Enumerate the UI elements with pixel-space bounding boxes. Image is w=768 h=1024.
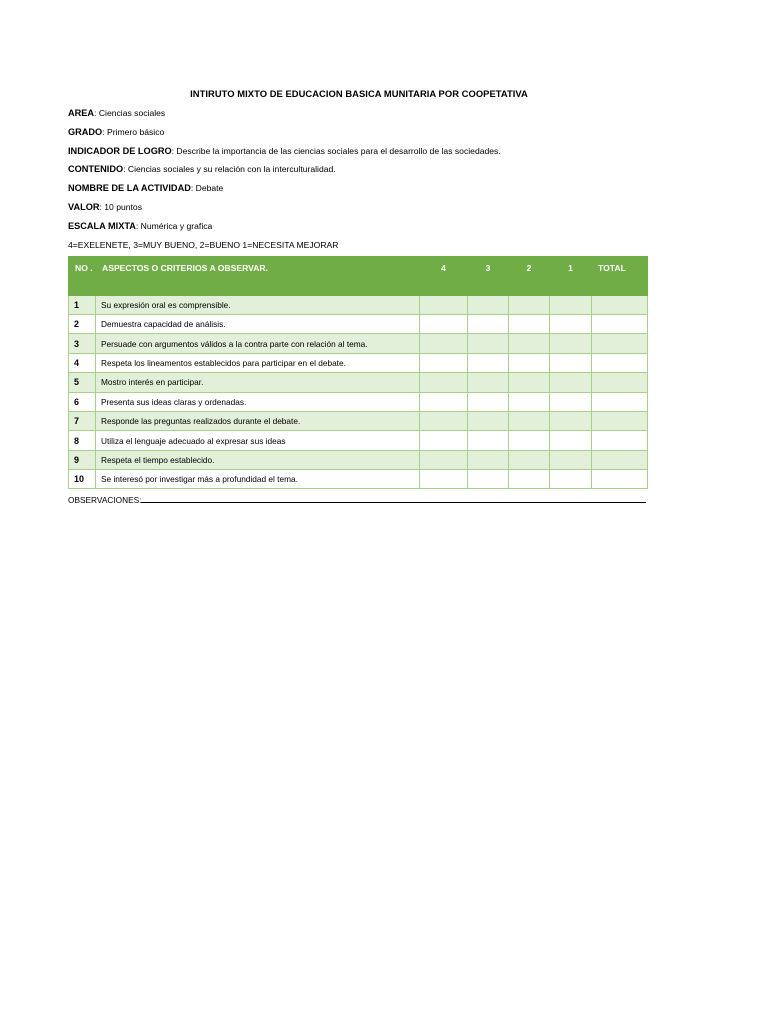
score-cell[interactable] [468,373,509,392]
field-area [68,108,650,118]
score-cell[interactable] [550,295,592,314]
observations-line[interactable] [141,494,646,503]
score-cell[interactable] [468,295,509,314]
field-label: CONTENIDO [68,164,124,175]
row-criterion: Se interesó por investigar más a profundidad el tema. [96,470,420,489]
table-row [69,295,648,314]
total-cell[interactable] [592,314,648,333]
scale-legend: 4=EXELENETE, 3=MUY BUENO, 2=BUENO 1=NECESITA MEJORAR [68,239,339,250]
field-value: : Describe la importancia de las ciencias sociales para el desarrollo de las sociedades. [171,145,501,156]
field-value: : Primero básico [102,126,165,137]
score-cell[interactable] [468,392,509,411]
score-cell[interactable] [550,411,592,430]
score-cell[interactable] [420,314,468,333]
total-cell[interactable] [592,470,648,489]
table-row [69,392,648,411]
score-cell[interactable] [550,314,592,333]
row-criterion: Su expresión oral es comprensible. [96,295,420,314]
row-criterion: Persuade con argumentos válidos a la contra parte con relación al tema. [96,334,420,353]
score-cell[interactable] [550,334,592,353]
score-cell[interactable] [468,431,509,450]
header-score-2: 2 [509,256,550,295]
row-number: 1 [69,295,96,314]
field-value: : 10 puntos [99,201,143,212]
table-row [69,470,648,489]
total-cell[interactable] [592,450,648,469]
row-number: 7 [69,411,96,430]
row-number: 3 [69,334,96,353]
score-cell[interactable] [420,353,468,372]
field-label: INDICADOR DE LOGRO [68,145,172,156]
field-label: VALOR [68,201,100,212]
row-criterion: Respeta los lineamentos establecidos para participar en el debate. [96,353,420,372]
field-valor [68,202,650,212]
table-row [69,373,648,392]
document-title: INTIRUTO MIXTO DE EDUCACION BASICA MUNITARIA POR COOPETATIVA [190,88,528,99]
row-criterion: Responde las preguntas realizados durante el debate. [96,411,420,430]
field-label: GRADO [68,126,103,137]
field-actividad [68,183,650,193]
score-cell[interactable] [509,353,550,372]
table-row [69,334,648,353]
row-number: 5 [69,373,96,392]
observations [68,494,650,505]
row-number: 2 [69,314,96,333]
table-row [69,411,648,430]
score-cell[interactable] [468,450,509,469]
field-value: : Ciencias sociales y su relación con la interculturalidad. [123,164,336,175]
score-cell[interactable] [509,431,550,450]
row-number: 9 [69,450,96,469]
score-cell[interactable] [420,295,468,314]
score-cell[interactable] [550,353,592,372]
score-cell[interactable] [550,392,592,411]
score-cell[interactable] [420,392,468,411]
table-row [69,314,648,333]
field-value: : Numérica y grafica [135,220,213,231]
total-cell[interactable] [592,431,648,450]
field-contenido [68,164,650,174]
row-criterion: Respeta el tiempo establecido. [96,450,420,469]
table-row [69,431,648,450]
score-cell[interactable] [550,450,592,469]
field-label: ESCALA MIXTA [68,220,136,231]
score-cell[interactable] [468,353,509,372]
field-value: : Debate [190,183,224,194]
header-criteria: ASPECTOS O CRITERIOS A OBSERVAR. [96,256,420,295]
field-label: NOMBRE DE LA ACTIVIDAD [68,183,191,194]
field-escala [68,221,650,231]
row-number: 10 [69,470,96,489]
row-criterion: Demuestra capacidad de análisis. [96,314,420,333]
score-cell[interactable] [468,334,509,353]
row-criterion: Utiliza el lenguaje adecuado al expresar sus ideas [96,431,420,450]
score-cell[interactable] [509,314,550,333]
score-cell[interactable] [509,373,550,392]
document-page [68,88,650,505]
header-no: NO . [69,256,96,295]
header-score-4: 4 [420,256,468,295]
header-score-1: 1 [550,256,592,295]
score-cell[interactable] [550,470,592,489]
header-total: TOTAL [592,256,648,295]
score-cell[interactable] [509,392,550,411]
row-number: 4 [69,353,96,372]
total-cell[interactable] [592,353,648,372]
table-header-row [69,256,648,295]
score-cell[interactable] [420,431,468,450]
field-label: AREA [68,108,95,118]
score-cell[interactable] [468,314,509,333]
total-cell[interactable] [592,411,648,430]
score-cell[interactable] [420,334,468,353]
field-value: : Ciencias sociales [94,108,166,118]
total-cell[interactable] [592,392,648,411]
score-cell[interactable] [420,373,468,392]
score-cell[interactable] [550,373,592,392]
score-cell[interactable] [550,431,592,450]
table-row [69,353,648,372]
row-number: 6 [69,392,96,411]
score-cell[interactable] [509,411,550,430]
score-cell[interactable] [509,470,550,489]
total-cell[interactable] [592,334,648,353]
header-score-3: 3 [468,256,509,295]
score-cell[interactable] [468,470,509,489]
score-cell[interactable] [509,334,550,353]
field-indicador [68,146,650,156]
score-cell[interactable] [509,295,550,314]
field-grado [68,127,650,137]
score-cell[interactable] [420,450,468,469]
score-cell[interactable] [420,470,468,489]
observations-label: OBSERVACIONES: [68,495,142,506]
row-number: 8 [69,431,96,450]
rubric-table [68,256,648,490]
score-cell[interactable] [420,411,468,430]
score-cell[interactable] [468,411,509,430]
score-cell[interactable] [509,450,550,469]
total-cell[interactable] [592,295,648,314]
row-criterion: Presenta sus ideas claras y ordenadas. [96,392,420,411]
row-criterion: Mostro interés en participar. [96,373,420,392]
table-row [69,450,648,469]
total-cell[interactable] [592,373,648,392]
